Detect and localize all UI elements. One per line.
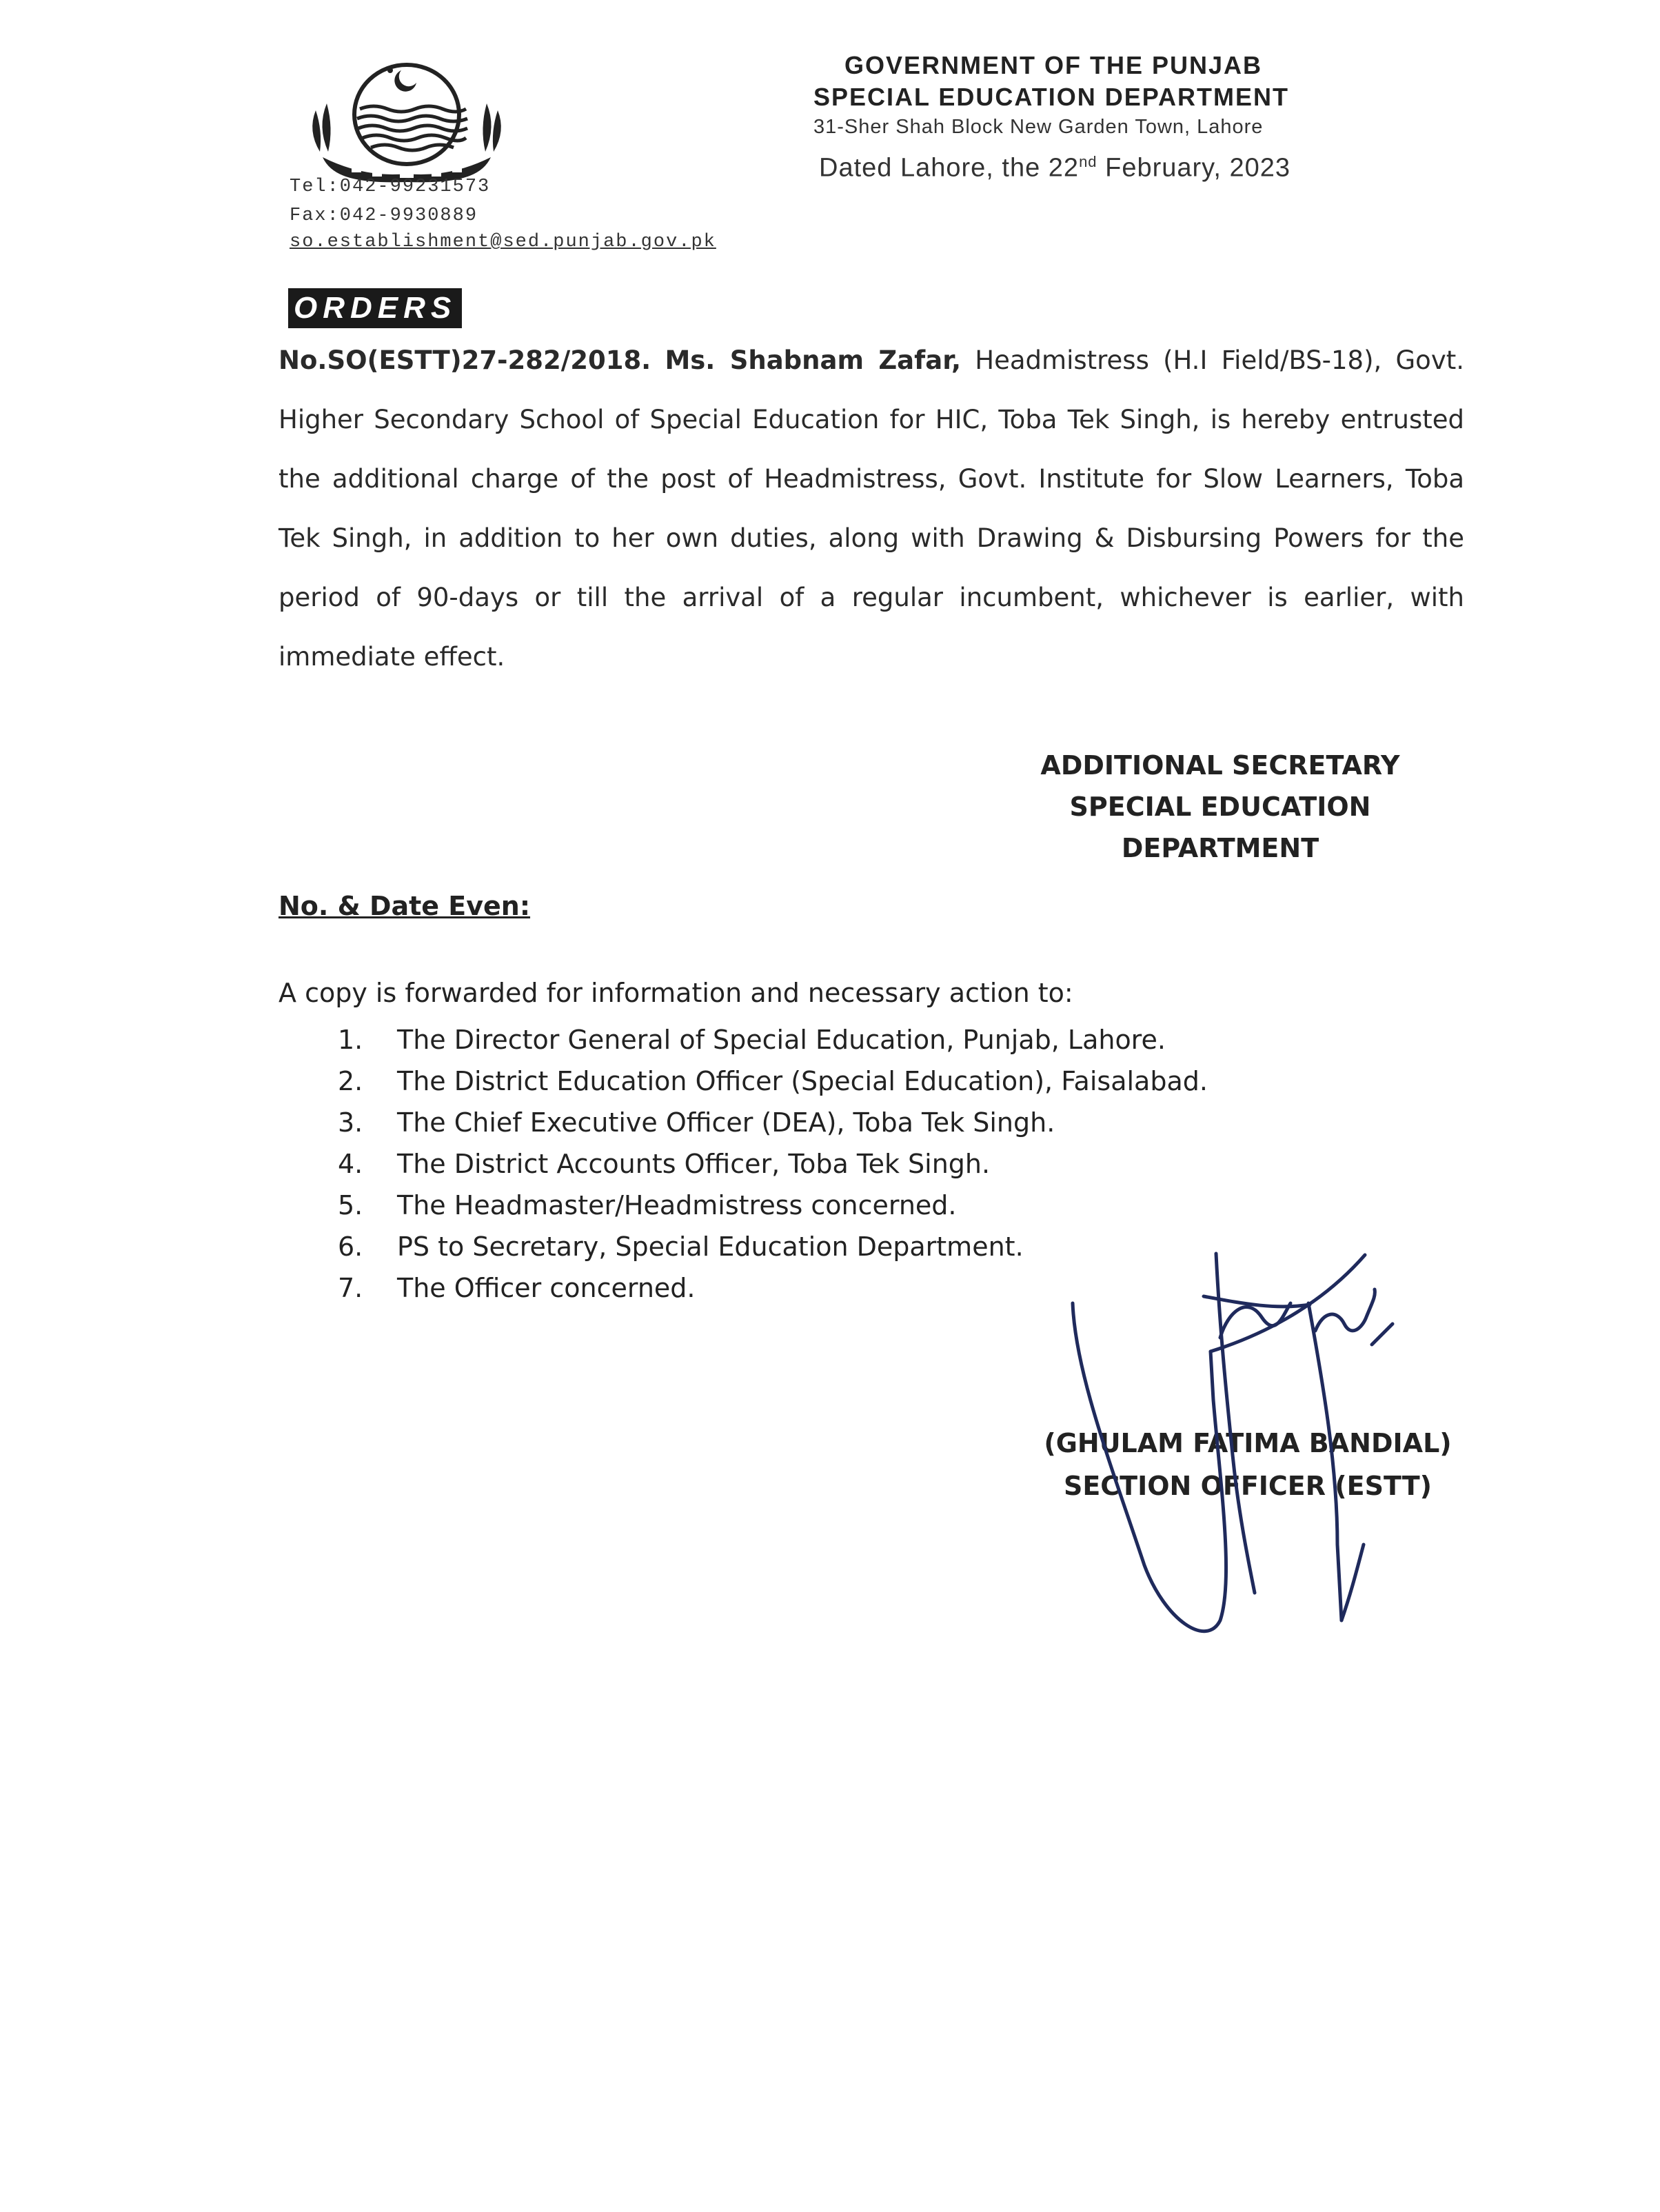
- signatory-designation: SECTION OFFICER (ESTT): [1063, 1471, 1433, 1501]
- order-paragraph: [279, 331, 1464, 687]
- list-item-text: The Chief Executive Officer (DEA), Toba Tek Singh.: [397, 1107, 1055, 1138]
- punjab-government-emblem-icon: [303, 47, 510, 192]
- dated-line: [819, 153, 1290, 183]
- signatory-name: (GHULAM FATIMA BANDIAL): [1044, 1428, 1452, 1458]
- dated-rest: February, 2023: [1097, 153, 1290, 183]
- list-item-number: 7.: [338, 1273, 363, 1303]
- list-item: [338, 1185, 1208, 1226]
- forward-text: A copy is forwarded for information and necessary action to:: [279, 978, 1073, 1008]
- department-title: SPECIAL EDUCATION DEPARTMENT: [813, 83, 1290, 111]
- list-item: [338, 1019, 1208, 1060]
- list-item-number: 4.: [338, 1149, 363, 1179]
- telephone-number: Tel:042-99231573: [290, 177, 491, 197]
- list-item-number: 1.: [338, 1025, 363, 1055]
- order-number: No.SO(ESTT)27-282/2018.: [279, 345, 651, 375]
- list-item-text: The District Accounts Officer, Toba Tek Singh.: [397, 1149, 991, 1179]
- additional-secretary-line1: ADDITIONAL SECRETARY: [1040, 750, 1400, 781]
- list-item-text: The Officer concerned.: [397, 1273, 696, 1303]
- additional-secretary-line3: DEPARTMENT: [1121, 833, 1319, 863]
- list-item: [338, 1143, 1208, 1185]
- order-text: Headmistress (H.I Field/BS-18), Govt. Higher Secondary School of Special Education for HIC, Toba Tek Singh, is hereby entrusted the additional charge of the post of Headmistress, Govt. Institute for Slow Learners, Toba Tek Singh, in addition to her own duties, along with Drawing & Disbursing Powers for the period of 90-days or till the arrival of a regular incumbent, whichever is earlier, with immediate effect.: [279, 345, 1464, 672]
- list-item-text: PS to Secretary, Special Education Department.: [397, 1231, 1024, 1262]
- list-item-text: The Director General of Special Education, Punjab, Lahore.: [397, 1025, 1166, 1055]
- orders-heading: ORDERS: [288, 288, 462, 328]
- email-address[interactable]: so.establishment@sed.punjab.gov.pk: [290, 232, 716, 252]
- letterhead-title: [813, 51, 1406, 139]
- dated-prefix: Dated Lahore, the 22: [819, 153, 1080, 183]
- additional-secretary-block: [1027, 745, 1413, 869]
- fax-number: Fax:042-9930889: [290, 205, 478, 226]
- dated-ordinal: nd: [1079, 153, 1097, 170]
- government-title: GOVERNMENT OF THE PUNJAB: [844, 51, 1263, 79]
- no-date-even: No. & Date Even:: [279, 891, 531, 921]
- list-item: [338, 1060, 1208, 1102]
- list-item: [338, 1102, 1208, 1143]
- list-item-text: The Headmaster/Headmistress concerned.: [397, 1190, 957, 1220]
- department-address: 31-Sher Shah Block New Garden Town, Lahore: [813, 116, 1264, 138]
- additional-secretary-line2: SPECIAL EDUCATION: [1069, 792, 1371, 822]
- order-person-name: Ms. Shabnam Zafar,: [665, 345, 962, 375]
- list-item-number: 5.: [338, 1190, 363, 1220]
- list-item-number: 6.: [338, 1231, 363, 1262]
- handwritten-signature-icon: [1048, 1234, 1434, 1648]
- list-item-number: 2.: [338, 1066, 363, 1096]
- list-item-number: 3.: [338, 1107, 363, 1138]
- list-item-text: The District Education Officer (Special Education), Faisalabad.: [397, 1066, 1208, 1096]
